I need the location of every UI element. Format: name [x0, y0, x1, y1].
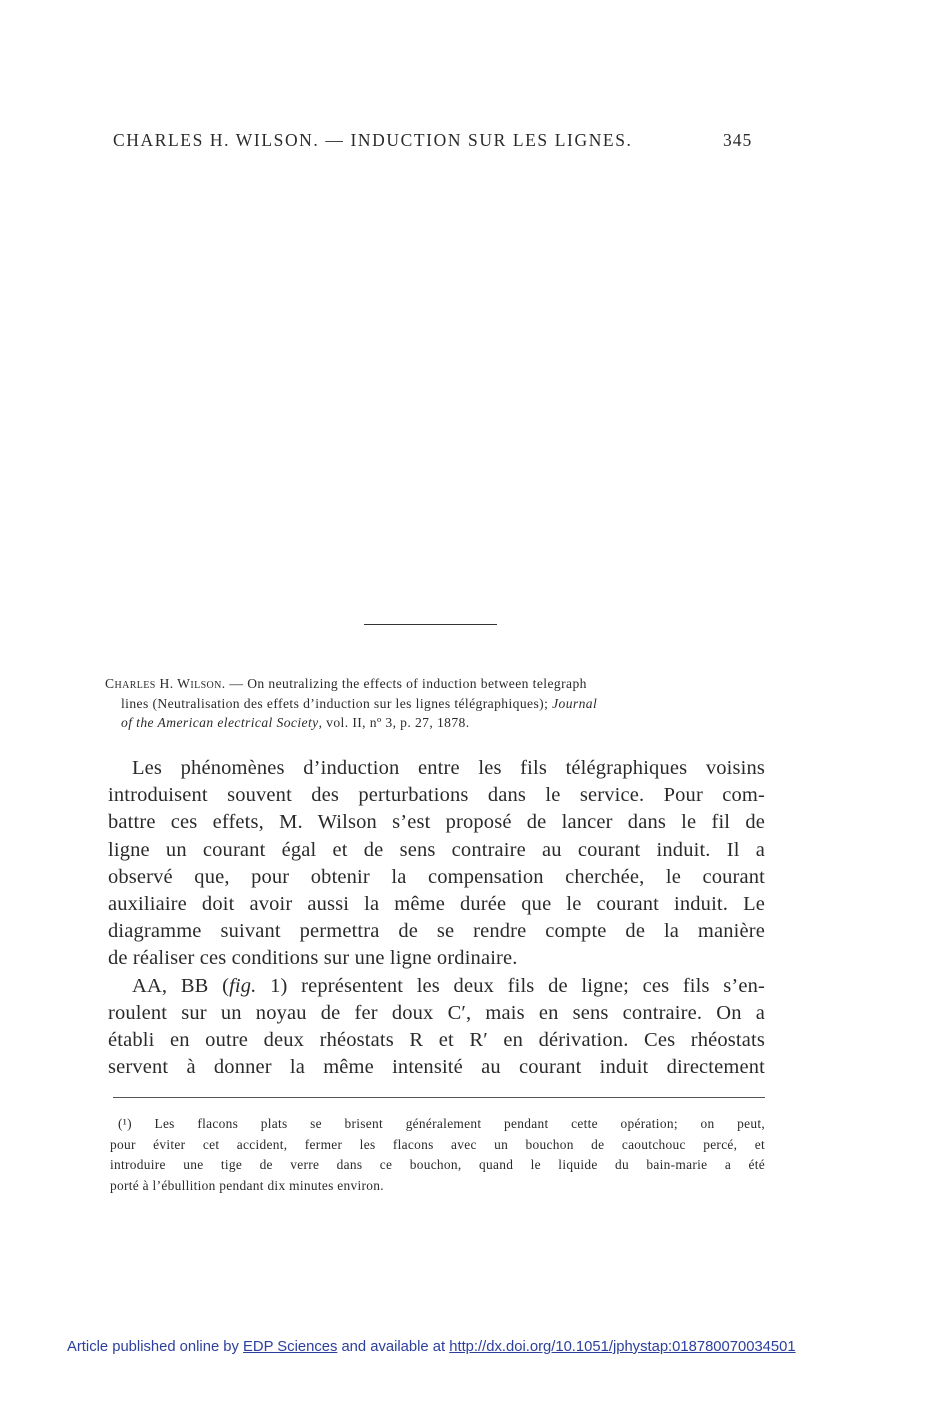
biblio-title: — On neutralizing the effects of induction between telegraph [225, 676, 587, 691]
body-line: Les phénomènes d’induction entre les fils télégraphiques voisins [132, 757, 765, 779]
figure-reference: fig. [229, 974, 257, 997]
body-line: observé que, pour obtenir la compensation cherchée, le courant [108, 865, 765, 888]
body-line: diagramme suivant permettra de se rendre compte de la manière [108, 920, 765, 943]
edp-sciences-link[interactable]: EDP Sciences [243, 1339, 338, 1355]
footnote [110, 1114, 765, 1196]
section-divider [364, 624, 497, 625]
body-line: servent à donner la même intensité au courant induit directement [108, 1056, 765, 1079]
p2-start: AA, BB ( [132, 974, 230, 997]
biblio-journal-part1: Journal [548, 695, 598, 711]
running-head-title: CHARLES H. WILSON. — INDUCTION SUR LES LIGNES. [113, 130, 633, 150]
biblio-author: Charles H. Wilson. [105, 676, 226, 691]
doi-link[interactable]: http://dx.doi.org/10.1051/jphystap:018780070034501 [449, 1339, 796, 1355]
body-text [108, 755, 765, 1081]
biblio-journal-part2: of the American electrical Society [121, 715, 319, 730]
biblio-volume: , vol. II, nº 3, p. 27, 1878. [318, 715, 470, 730]
running-head [113, 130, 763, 151]
publication-footer [67, 1339, 796, 1355]
body-line-paragraph-2 [108, 973, 765, 1000]
biblio-translation: lines (Neutralisation des effets d’induction sur les lignes télégraphiques); [121, 695, 549, 711]
body-line: de réaliser ces conditions sur une ligne ordinaire. [108, 947, 518, 970]
footnote-line: pour éviter cet accident, fermer les flacons avec un bouchon de caoutchouc percé, et [110, 1136, 765, 1152]
body-line: ligne un courant égal et de sens contraire au courant induit. Il a [108, 838, 765, 861]
footnote-line: porté à l’ébullition pendant dix minutes environ. [110, 1177, 384, 1193]
body-line: introduisent souvent des perturbations dans le service. Pour com- [108, 784, 765, 807]
footnote-line: introduire une tige de verre dans ce bouchon, quand le liquide du bain-marie a été [110, 1157, 765, 1172]
footnote-line: (¹) Les flacons plats se brisent généralement pendant cette opération; on peut, [118, 1116, 765, 1131]
biblio-line-1 [105, 674, 765, 694]
bibliographic-reference [105, 674, 765, 733]
page-number: 345 [723, 130, 753, 150]
footer-middle: and available at [337, 1339, 450, 1355]
p2-rest: 1) représentent les deux fils de ligne; ces fils s’en- [256, 974, 765, 997]
body-line: battre ces effets, M. Wilson s’est proposé de lancer dans le fil de [108, 811, 765, 834]
footnote-divider [113, 1097, 765, 1098]
biblio-line-3 [105, 713, 765, 733]
body-line: établi en outre deux rhéostats R et R′ en dérivation. Ces rhéostats [108, 1029, 765, 1052]
body-line: roulent sur un noyau de fer doux C′, mais en sens contraire. On a [108, 1001, 765, 1024]
biblio-line-2 [105, 694, 765, 714]
footer-prefix: Article published online by [67, 1339, 244, 1355]
body-line: auxiliaire doit avoir aussi la même durée que le courant induit. Le [108, 893, 765, 916]
